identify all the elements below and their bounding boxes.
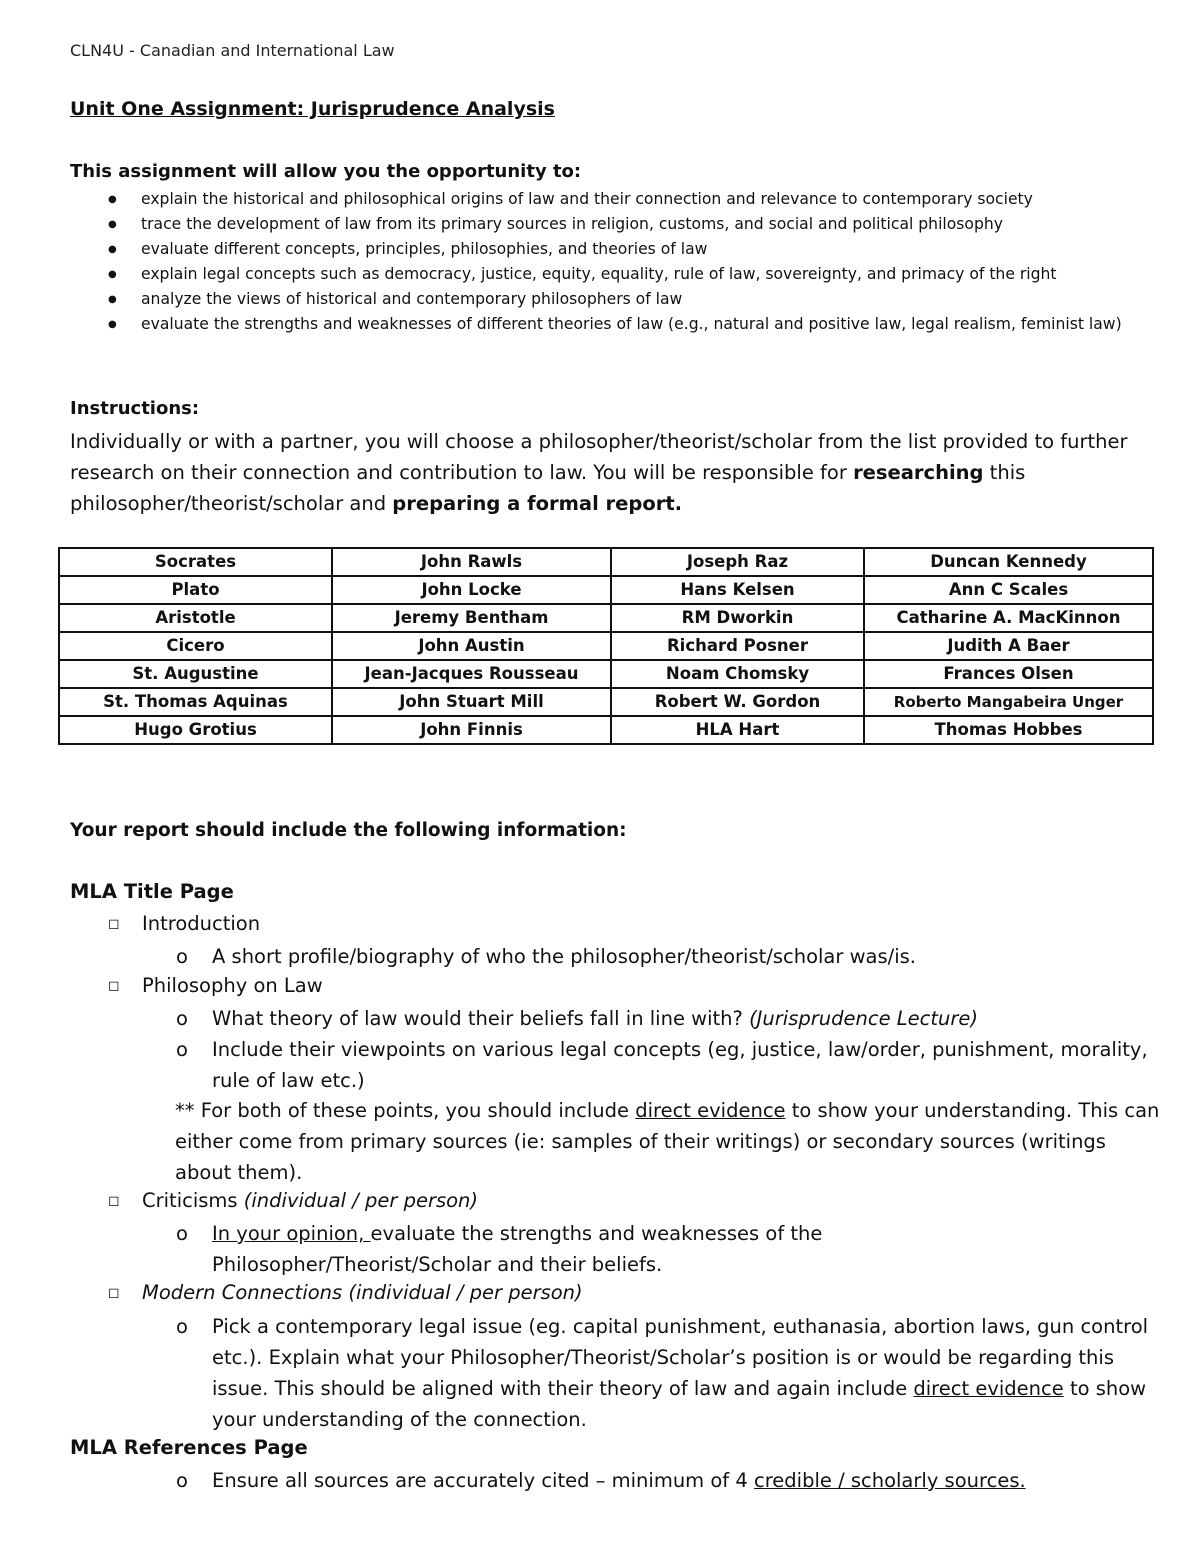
objectives-heading: This assignment will allow you the opportunity to: <box>70 161 582 182</box>
philosopher-cell: Catharine A. MacKinnon <box>864 604 1153 632</box>
section-label: Philosophy on Law <box>142 974 323 997</box>
assignment-title: Unit One Assignment: Jurisprudence Analysis <box>70 98 555 120</box>
subpoint-italic: (Jurisprudence Lecture) <box>749 1007 978 1030</box>
philosopher-cell: Socrates <box>59 548 332 576</box>
philosopher-cell: John Rawls <box>332 548 611 576</box>
subpoint-underline: credible / scholarly sources. <box>753 1469 1026 1492</box>
section-label-italic: (individual / per person) <box>348 1281 583 1304</box>
circle-bullet-icon: o <box>176 1315 188 1338</box>
report-heading: Your report should include the following information: <box>70 820 627 841</box>
table-row <box>59 688 1153 716</box>
subpoint-text: What theory of law would their beliefs fall in line with? <box>212 1007 750 1030</box>
introduction-subpoint <box>176 941 1152 972</box>
philosopher-cell: RM Dworkin <box>611 604 864 632</box>
objective-item: ● analyze the views of historical and contemporary philosophers of law <box>70 287 1180 312</box>
section-introduction <box>108 912 261 935</box>
circle-bullet-icon: o <box>176 945 188 968</box>
objective-item: ● explain the historical and philosophical origins of law and their connection and relevance to contemporary society <box>70 187 1180 212</box>
table-row <box>59 548 1153 576</box>
philosopher-cell: Duncan Kennedy <box>864 548 1153 576</box>
subpoint-text: Ensure all sources are accurately cited – minimum of 4 <box>212 1469 754 1492</box>
checkbox-bullet-icon: ◻ <box>108 1193 120 1209</box>
philosopher-cell: Roberto Mangabeira Unger <box>864 688 1153 716</box>
mla-title-page-heading: MLA Title Page <box>70 880 234 903</box>
checkbox-bullet-icon: ◻ <box>108 916 120 932</box>
philosopher-cell: John Finnis <box>332 716 611 744</box>
circle-bullet-icon: o <box>176 1038 188 1061</box>
philosopher-cell: John Locke <box>332 576 611 604</box>
evidence-note <box>175 1095 1160 1188</box>
objective-item: ● explain legal concepts such as democracy, justice, equity, equality, rule of law, sovereignty, and primacy of the right <box>70 262 1180 287</box>
philosopher-cell: St. Thomas Aquinas <box>59 688 332 716</box>
instructions-text-part: this philosopher/theorist/scholar and <box>70 461 1026 515</box>
philosopher-cell: St. Augustine <box>59 660 332 688</box>
subpoint-text: A short profile/biography of who the philosopher/theorist/scholar was/is. <box>212 945 916 968</box>
note-text: to show your understanding. This can either come from primary sources (ie: samples of their writings) or secondary sources (writings about them). <box>175 1099 1160 1184</box>
philosopher-table <box>58 547 1154 745</box>
section-philosophy <box>108 974 323 997</box>
circle-bullet-icon: o <box>176 1007 188 1030</box>
section-criticisms <box>108 1189 479 1212</box>
objectives-list <box>70 187 1180 337</box>
checkbox-bullet-icon: ◻ <box>108 978 120 994</box>
course-header: CLN4U - Canadian and International Law <box>70 41 395 60</box>
section-label: Introduction <box>142 912 261 935</box>
philosopher-cell: John Stuart Mill <box>332 688 611 716</box>
objective-item: ● evaluate the strengths and weaknesses of different theories of law (e.g., natural and positive law, legal realism, feminist law) <box>70 312 1180 337</box>
philosopher-cell: Frances Olsen <box>864 660 1153 688</box>
philosopher-cell: Aristotle <box>59 604 332 632</box>
table-row <box>59 716 1153 744</box>
references-subpoint <box>176 1465 1152 1496</box>
philosopher-cell: Robert W. Gordon <box>611 688 864 716</box>
instructions-text-part: Individually or with a partner, you will choose a philosopher/theorist/scholar from the list provided to further research on their connection and contribution to law. You will be responsible for <box>70 430 1128 484</box>
circle-bullet-icon: o <box>176 1222 188 1245</box>
philosopher-cell: Thomas Hobbes <box>864 716 1153 744</box>
philosophy-subpoint-2 <box>176 1034 1152 1096</box>
instructions-heading: Instructions: <box>70 398 200 419</box>
philosopher-cell: Richard Posner <box>611 632 864 660</box>
note-underline: direct evidence <box>635 1099 786 1122</box>
instructions-text <box>70 426 1150 519</box>
philosopher-cell: Noam Chomsky <box>611 660 864 688</box>
modern-connections-subpoint <box>176 1311 1152 1435</box>
subpoint-underline: direct evidence <box>913 1377 1064 1400</box>
table-row <box>59 604 1153 632</box>
subpoint-underline: In your opinion, <box>212 1222 371 1245</box>
section-label: Criticisms <box>142 1189 244 1212</box>
subpoint-text: to show your understanding of the connection. <box>212 1377 1147 1431</box>
mla-references-heading: MLA References Page <box>70 1436 308 1459</box>
instructions-bold: researching <box>853 461 984 484</box>
note-text: ** For both of these points, you should include <box>175 1099 636 1122</box>
instructions-bold: preparing a formal report. <box>392 492 683 515</box>
philosopher-cell: Hans Kelsen <box>611 576 864 604</box>
section-label: Modern Connections <box>142 1281 349 1304</box>
criticisms-subpoint <box>176 1218 892 1280</box>
philosopher-cell: Plato <box>59 576 332 604</box>
objective-item: ● evaluate different concepts, principles, philosophies, and theories of law <box>70 237 1180 262</box>
section-label-italic: (individual / per person) <box>243 1189 479 1212</box>
philosophy-subpoint-1 <box>176 1003 1152 1034</box>
philosopher-cell: Jean-Jacques Rousseau <box>332 660 611 688</box>
subpoint-text: Pick a contemporary legal issue (eg. capital punishment, euthanasia, abortion laws, gun control etc.). Explain what your Philosopher/Theorist/Scholar’s position is or would be regarding this issue. This should be aligned with their theory of law and again include <box>212 1315 1149 1400</box>
philosopher-cell: Jeremy Bentham <box>332 604 611 632</box>
philosopher-cell: Judith A Baer <box>864 632 1153 660</box>
checkbox-bullet-icon: ◻ <box>108 1285 120 1301</box>
philosopher-cell: Hugo Grotius <box>59 716 332 744</box>
objective-item: ● trace the development of law from its primary sources in religion, customs, and social and political philosophy <box>70 212 1180 237</box>
table-row <box>59 576 1153 604</box>
circle-bullet-icon: o <box>176 1469 188 1492</box>
philosopher-cell: Joseph Raz <box>611 548 864 576</box>
subpoint-text: Include their viewpoints on various legal concepts (eg, justice, law/order, punishment, morality, rule of law etc.) <box>212 1038 1148 1092</box>
section-modern-connections <box>108 1281 583 1304</box>
philosopher-cell: Ann C Scales <box>864 576 1153 604</box>
philosopher-cell: HLA Hart <box>611 716 864 744</box>
table-row <box>59 660 1153 688</box>
philosopher-cell: John Austin <box>332 632 611 660</box>
philosopher-cell: Cicero <box>59 632 332 660</box>
subpoint-text: evaluate the strengths and weaknesses of the Philosopher/Theorist/Scholar and their beliefs. <box>212 1222 823 1276</box>
table-row <box>59 632 1153 660</box>
